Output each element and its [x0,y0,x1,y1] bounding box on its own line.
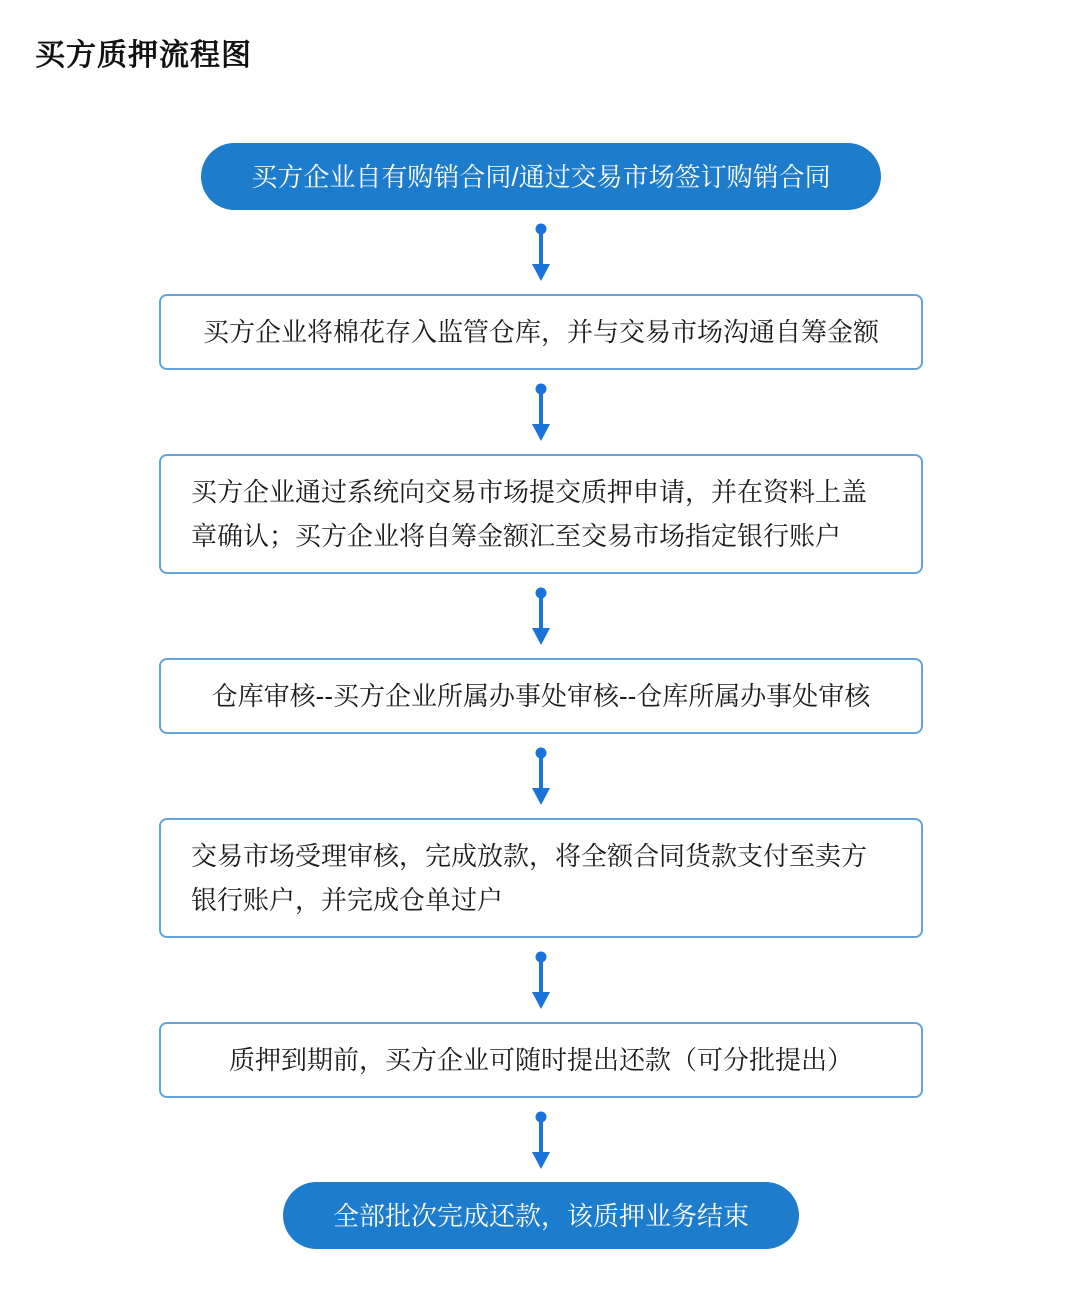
step-box-apply: 买方企业通过系统向交易市场提交质押申请，并在资料上盖章确认；买方企业将自筹金额汇至交易市场指定银行账户 [159,454,923,574]
step-box-deposit: 买方企业将棉花存入监管仓库，并与交易市场沟通自筹金额 [159,294,923,370]
down-arrow-icon [529,587,553,645]
flowchart [159,143,923,1249]
down-arrow-icon [529,383,553,441]
down-arrow-icon [529,223,553,281]
page-title: 买方质押流程图 [35,39,252,72]
start-node: 买方企业自有购销合同/通过交易市场签订购销合同 [201,143,880,210]
step-box-repay: 质押到期前，买方企业可随时提出还款（可分批提出） [159,1022,923,1098]
step-box-loan: 交易市场受理审核，完成放款，将全额合同货款支付至卖方银行账户，并完成仓单过户 [159,818,923,938]
step-box-review: 仓库审核--买方企业所属办事处审核--仓库所属办事处审核 [159,658,923,734]
down-arrow-icon [529,1111,553,1169]
down-arrow-icon [529,747,553,805]
down-arrow-icon [529,951,553,1009]
end-node: 全部批次完成还款，该质押业务结束 [283,1182,799,1249]
